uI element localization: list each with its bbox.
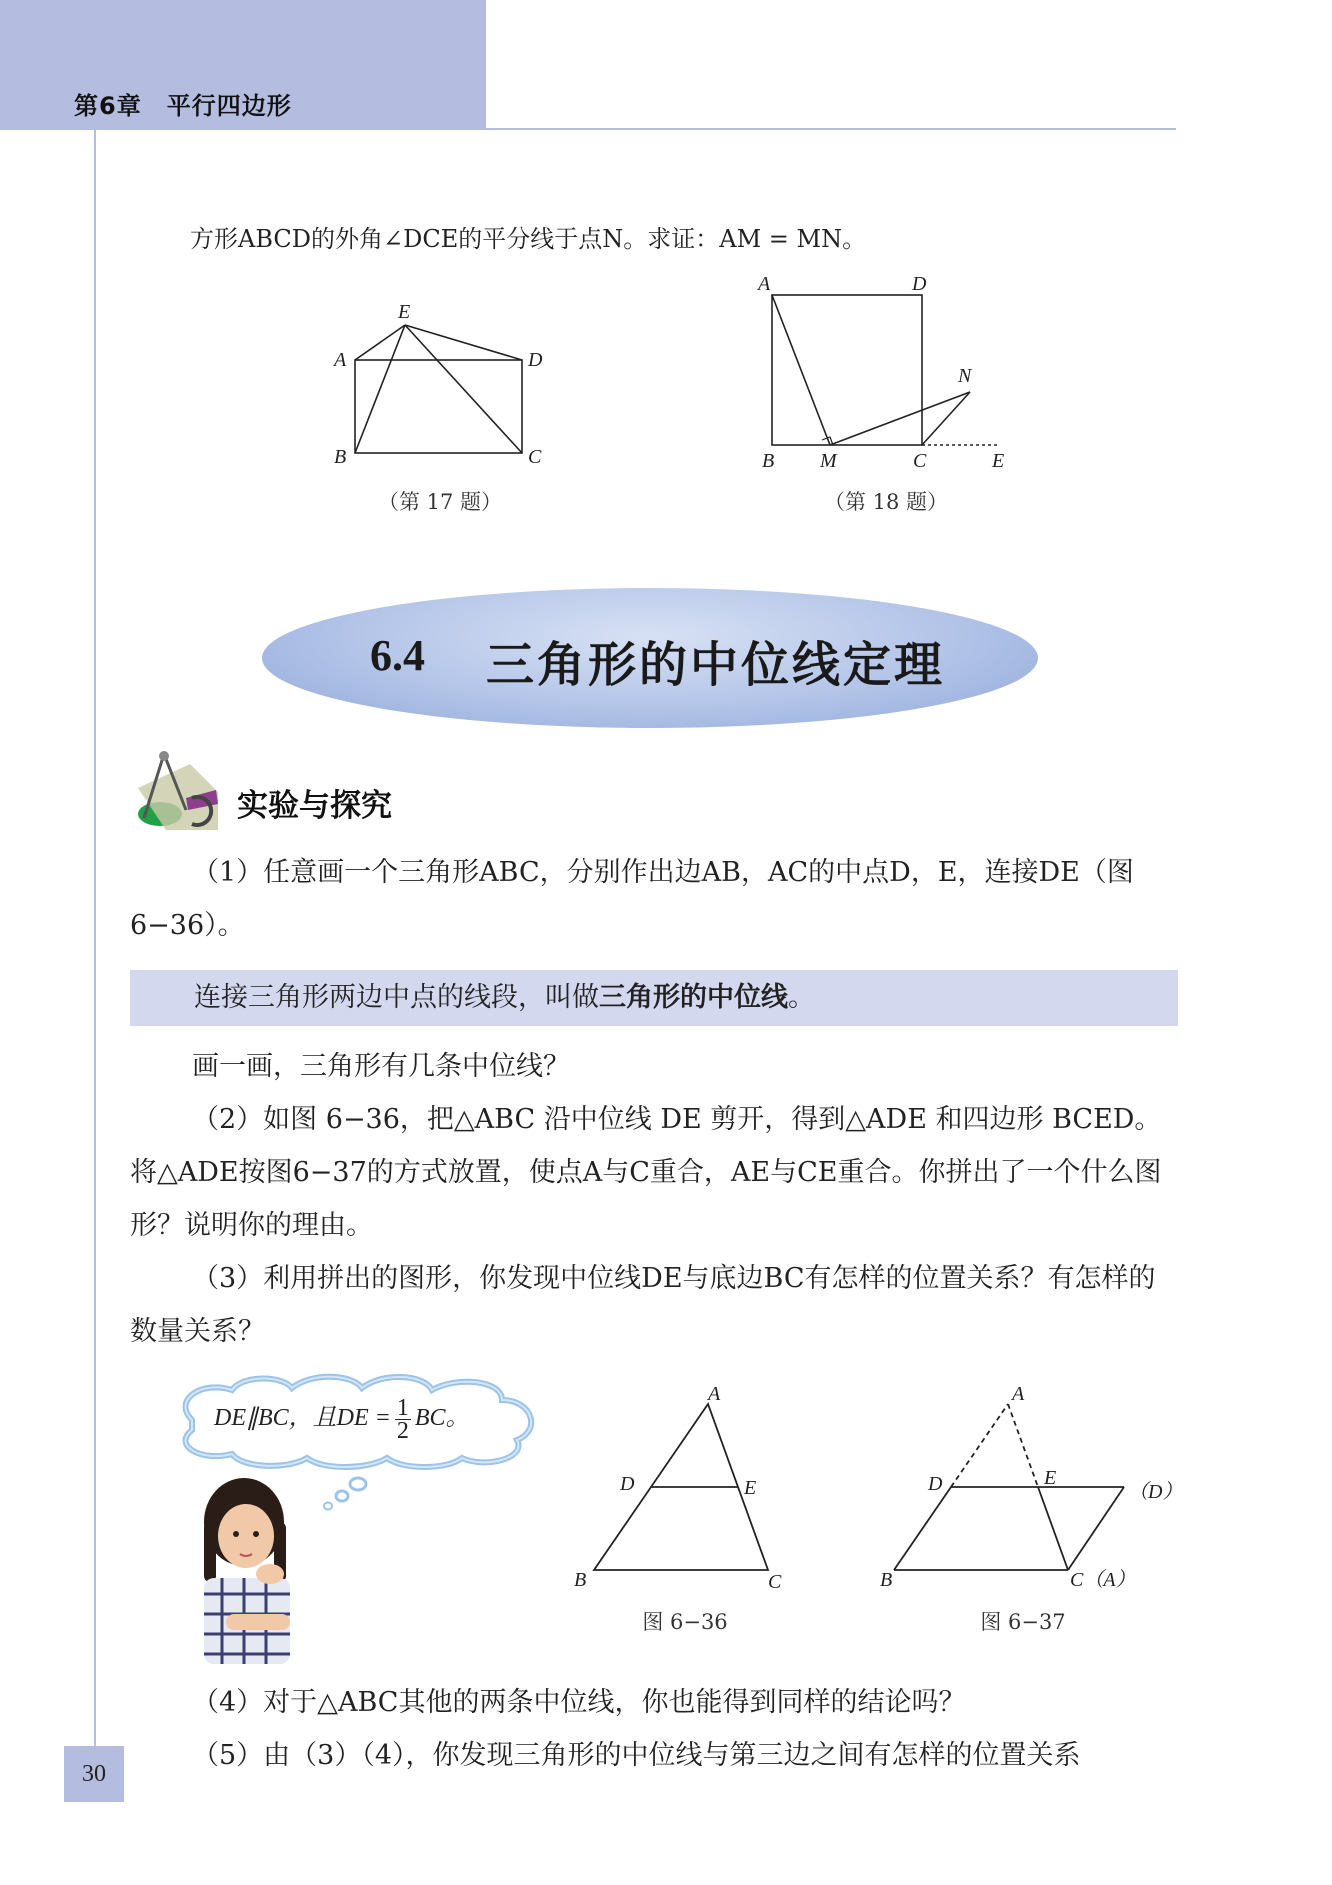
fig17-label-E: E — [398, 301, 411, 323]
thought-dots — [312, 1474, 372, 1514]
fig18-label-M: M — [820, 450, 837, 472]
figure-18 — [752, 270, 1032, 480]
fig17-label-C: C — [528, 446, 542, 468]
fig36-label-D: D — [620, 1473, 635, 1495]
fig36-label-A: A — [708, 1384, 721, 1405]
figure-6-37 — [874, 1384, 1184, 1594]
margin-line — [94, 130, 96, 1750]
fig37-label-Dprime: （D） — [1128, 1481, 1183, 1503]
girl-illustration — [186, 1474, 306, 1664]
fig37-label-CA: C（A） — [1070, 1569, 1136, 1591]
fig36-label-B: B — [574, 1569, 587, 1591]
figure-17 — [320, 290, 580, 470]
fig17-label-A: A — [334, 349, 347, 371]
fig18-caption: （第 18 题） — [823, 490, 949, 514]
fig36-caption: 图 6−36 — [642, 1610, 728, 1634]
fig37-caption: 图 6−37 — [980, 1610, 1066, 1634]
fig37-label-D: D — [928, 1473, 943, 1495]
definition-term: 三角形的中位线 — [599, 982, 788, 1013]
definition-pre: 连接三角形两边中点的线段，叫做 — [194, 982, 599, 1013]
chapter-title: 第6章 平行四边形 — [74, 92, 292, 120]
definition-post: 。 — [788, 982, 815, 1013]
step-1: （1）任意画一个三角形ABC，分别作出边AB，AC的中点D，E，连接DE（图6−36）。 — [130, 857, 1134, 941]
thought-pre: DE∥BC，且DE = — [214, 1405, 391, 1432]
section-number: 6.4 — [370, 631, 425, 680]
fig17-caption: （第 17 题） — [377, 490, 503, 514]
fig17-label-B: B — [334, 446, 347, 468]
fig37-label-A: A — [1012, 1384, 1025, 1405]
compass-ruler-icon — [128, 748, 228, 838]
step-4: （4）对于△ABC其他的两条中位线，你也能得到同样的结论吗？ — [192, 1687, 966, 1718]
thought-formula — [214, 1397, 470, 1442]
draw-question: 画一画，三角形有几条中位线？ — [192, 1051, 570, 1082]
header-rule — [486, 128, 1176, 130]
section-title: 三角形的中位线定理 — [486, 637, 946, 693]
fraction-denominator: 2 — [396, 1418, 409, 1444]
fig18-label-E: E — [992, 450, 1005, 472]
fig36-label-E: E — [744, 1477, 757, 1499]
explore-title: 实验与探究 — [237, 788, 392, 824]
figure-6-36 — [568, 1384, 818, 1594]
thought-post: BC。 — [414, 1405, 470, 1432]
fig18-label-D: D — [912, 273, 927, 295]
fraction-numerator: 1 — [396, 1395, 409, 1421]
fig37-label-E: E — [1044, 1467, 1057, 1489]
fig18-label-C: C — [913, 450, 927, 472]
step-2: （2）如图 6−36，把△ABC 沿中位线 DE 剪开，得到△ADE 和四边形 BCED。将△ADE按图6−37的方式放置，使点A与C重合，AE与CE重合。你拼出了一个什么图形？说明你的理由。 — [130, 1104, 1162, 1241]
fig37-label-B: B — [880, 1569, 893, 1591]
fig36-label-C: C — [768, 1571, 782, 1593]
step-5: （5）由（3）（4），你发现三角形的中位线与第三边之间有怎样的位置关系 — [192, 1740, 1081, 1771]
fig18-label-A: A — [758, 273, 771, 295]
step-3: （3）利用拼出的图形，你发现中位线DE与底边BC有怎样的位置关系？有怎样的数量关系？ — [130, 1263, 1156, 1347]
fig18-label-B: B — [762, 450, 775, 472]
fig18-label-N: N — [958, 365, 972, 387]
page-number: 30 — [64, 1746, 124, 1802]
definition-text — [194, 971, 815, 1025]
fraction — [395, 1397, 411, 1442]
problem-text: 方形ABCD的外角∠DCE的平分线于点N。求证：AM = MN。 — [190, 225, 867, 253]
fig17-label-D: D — [528, 349, 543, 371]
